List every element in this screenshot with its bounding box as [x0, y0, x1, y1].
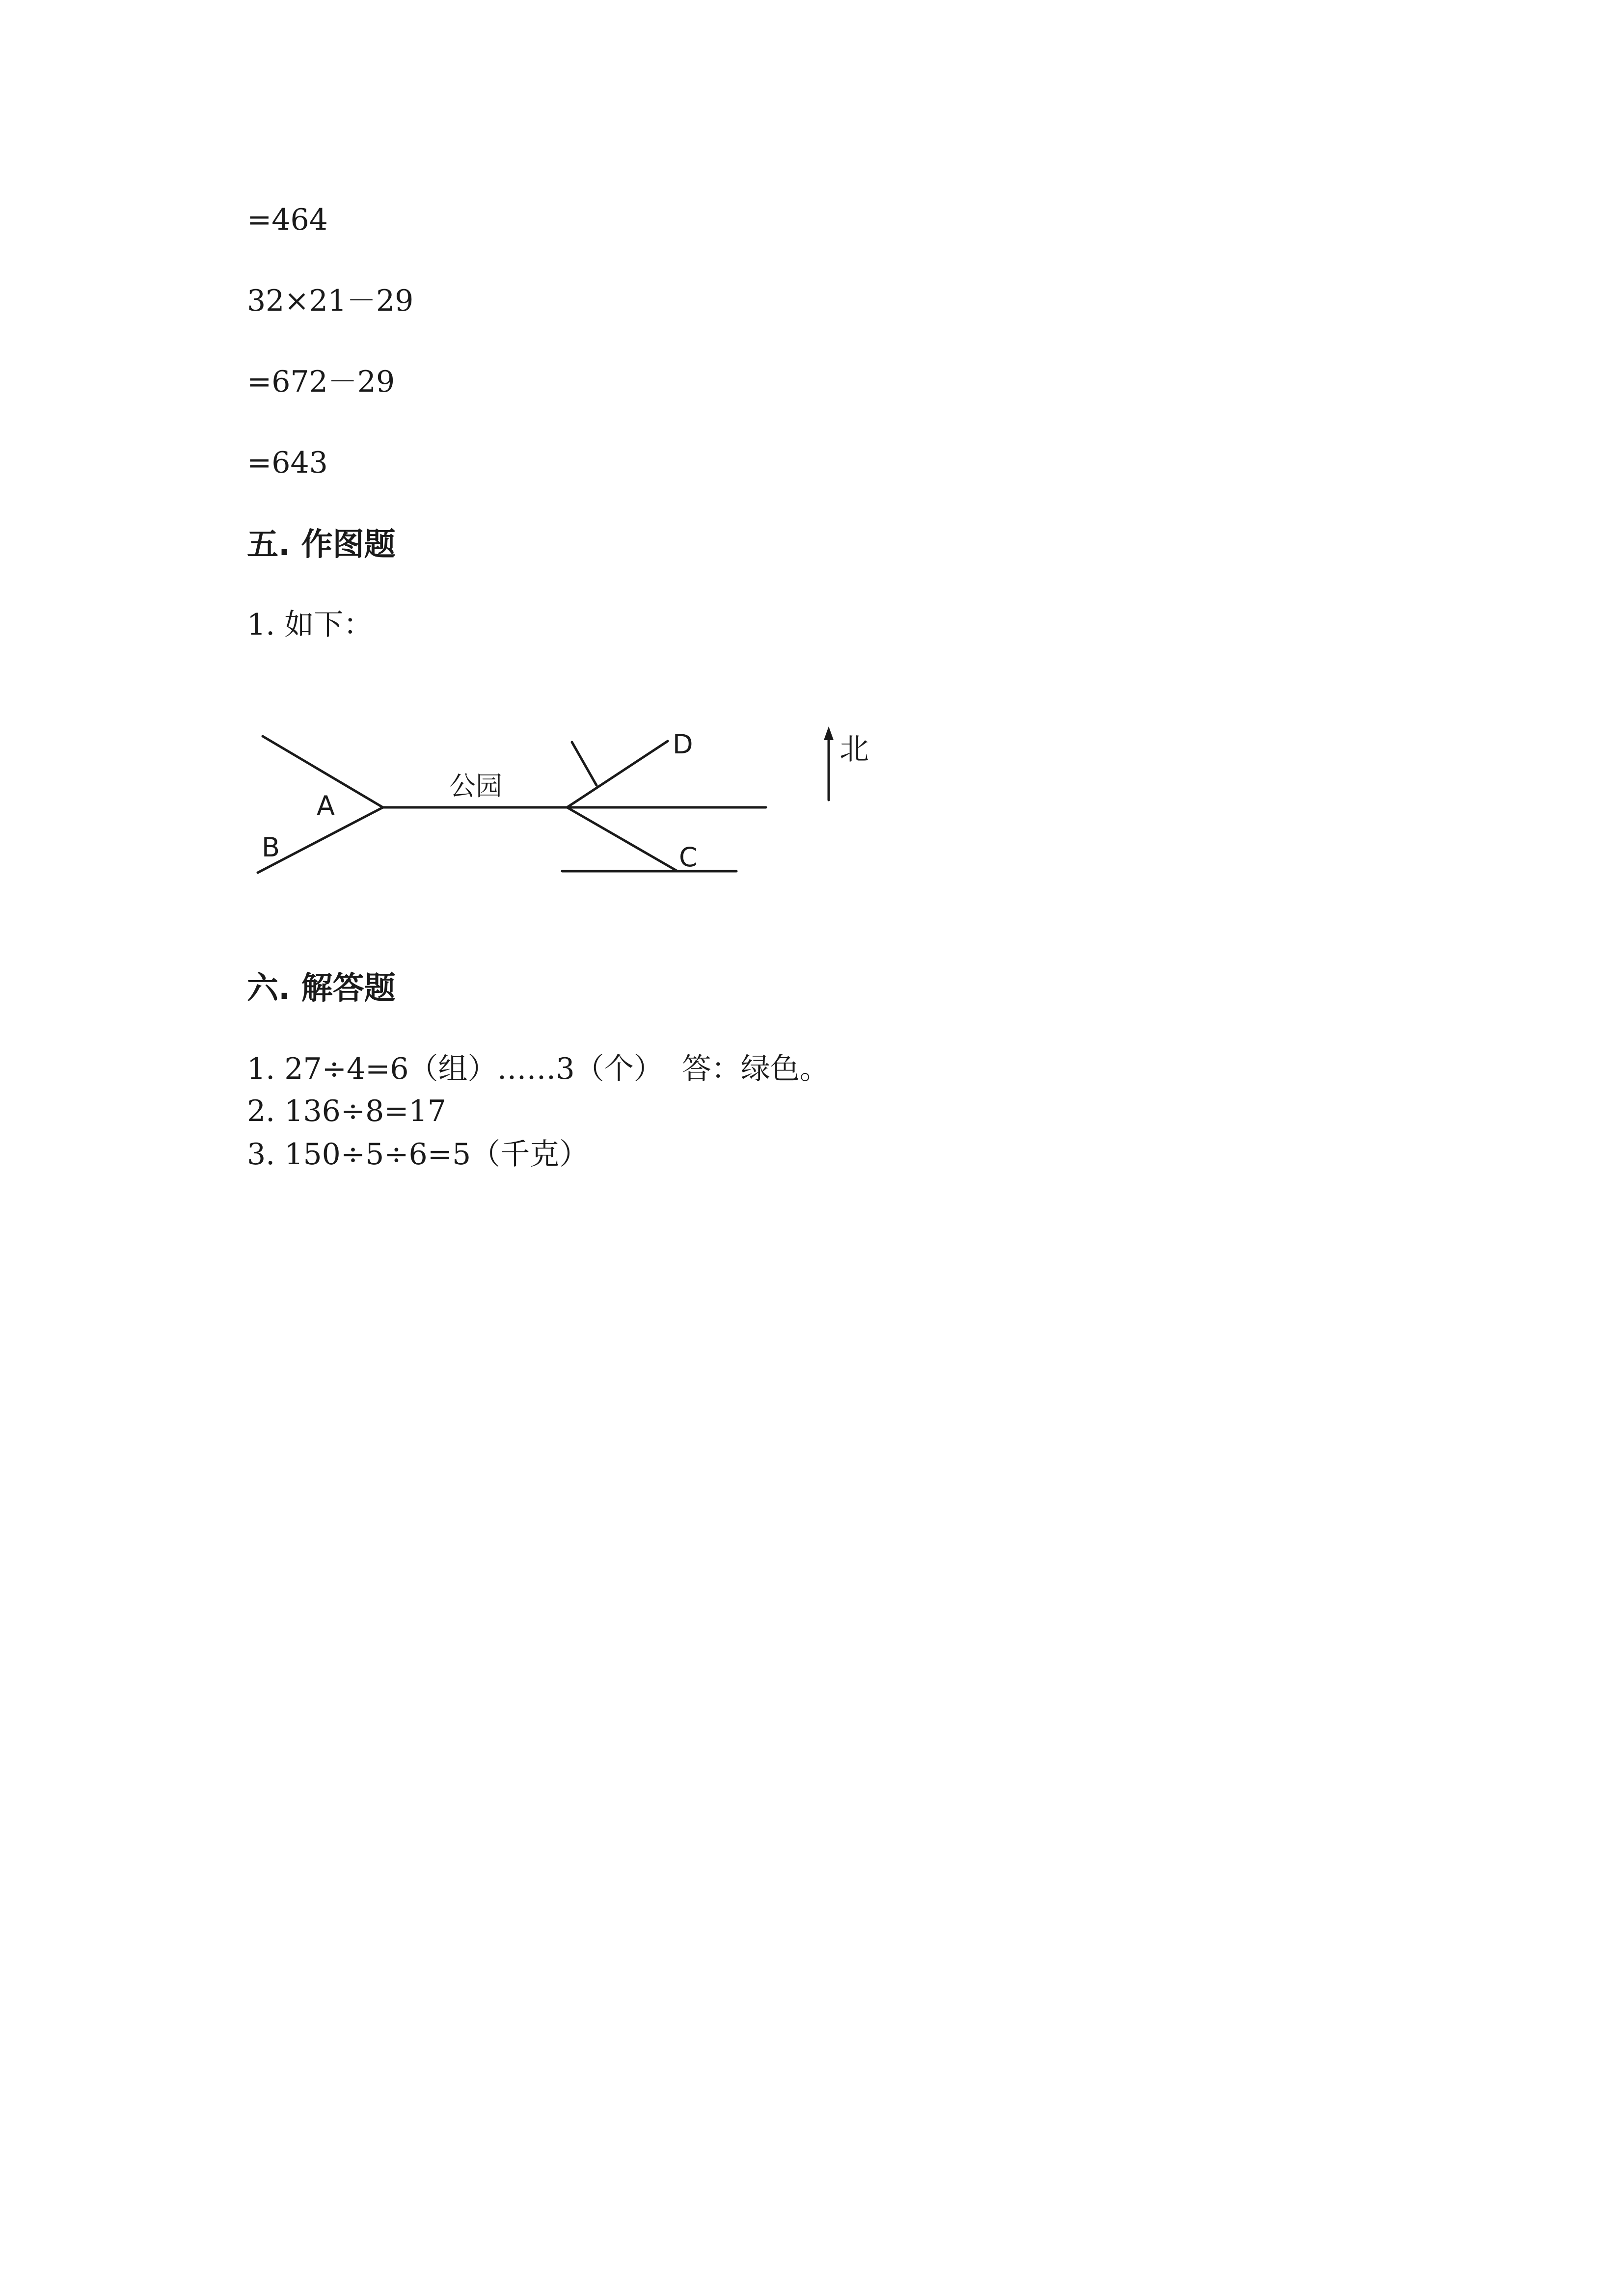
section6-heading: 六. 解答题: [247, 970, 396, 1007]
north-arrow-head: [824, 726, 834, 740]
answer-2: 2. 136÷8=17: [247, 1094, 446, 1128]
d-tick: [572, 742, 596, 785]
answer-3: 3. 150÷5÷6=5（千克）: [247, 1137, 589, 1172]
answer-1: 1. 27÷4=6（组）……3（个） 答：绿色。: [247, 1052, 829, 1086]
line-to-d: [567, 741, 668, 807]
direction-diagram: [245, 717, 898, 888]
label-c: C: [679, 842, 698, 873]
label-a: A: [317, 790, 335, 821]
label-north: 北: [839, 732, 869, 767]
label-b: B: [262, 832, 280, 863]
calc-line-2: 32×21－29: [247, 284, 414, 318]
label-park: 公园: [449, 771, 502, 801]
calc-line-4: =643: [247, 446, 328, 480]
calc-line-1: =464: [247, 203, 328, 237]
line-to-c: [567, 807, 677, 871]
section5-heading: 五. 作图题: [247, 527, 396, 563]
section5-item-1: 1. 如下：: [247, 608, 373, 642]
calc-line-3: =672－29: [247, 365, 395, 399]
label-d: D: [673, 729, 693, 760]
